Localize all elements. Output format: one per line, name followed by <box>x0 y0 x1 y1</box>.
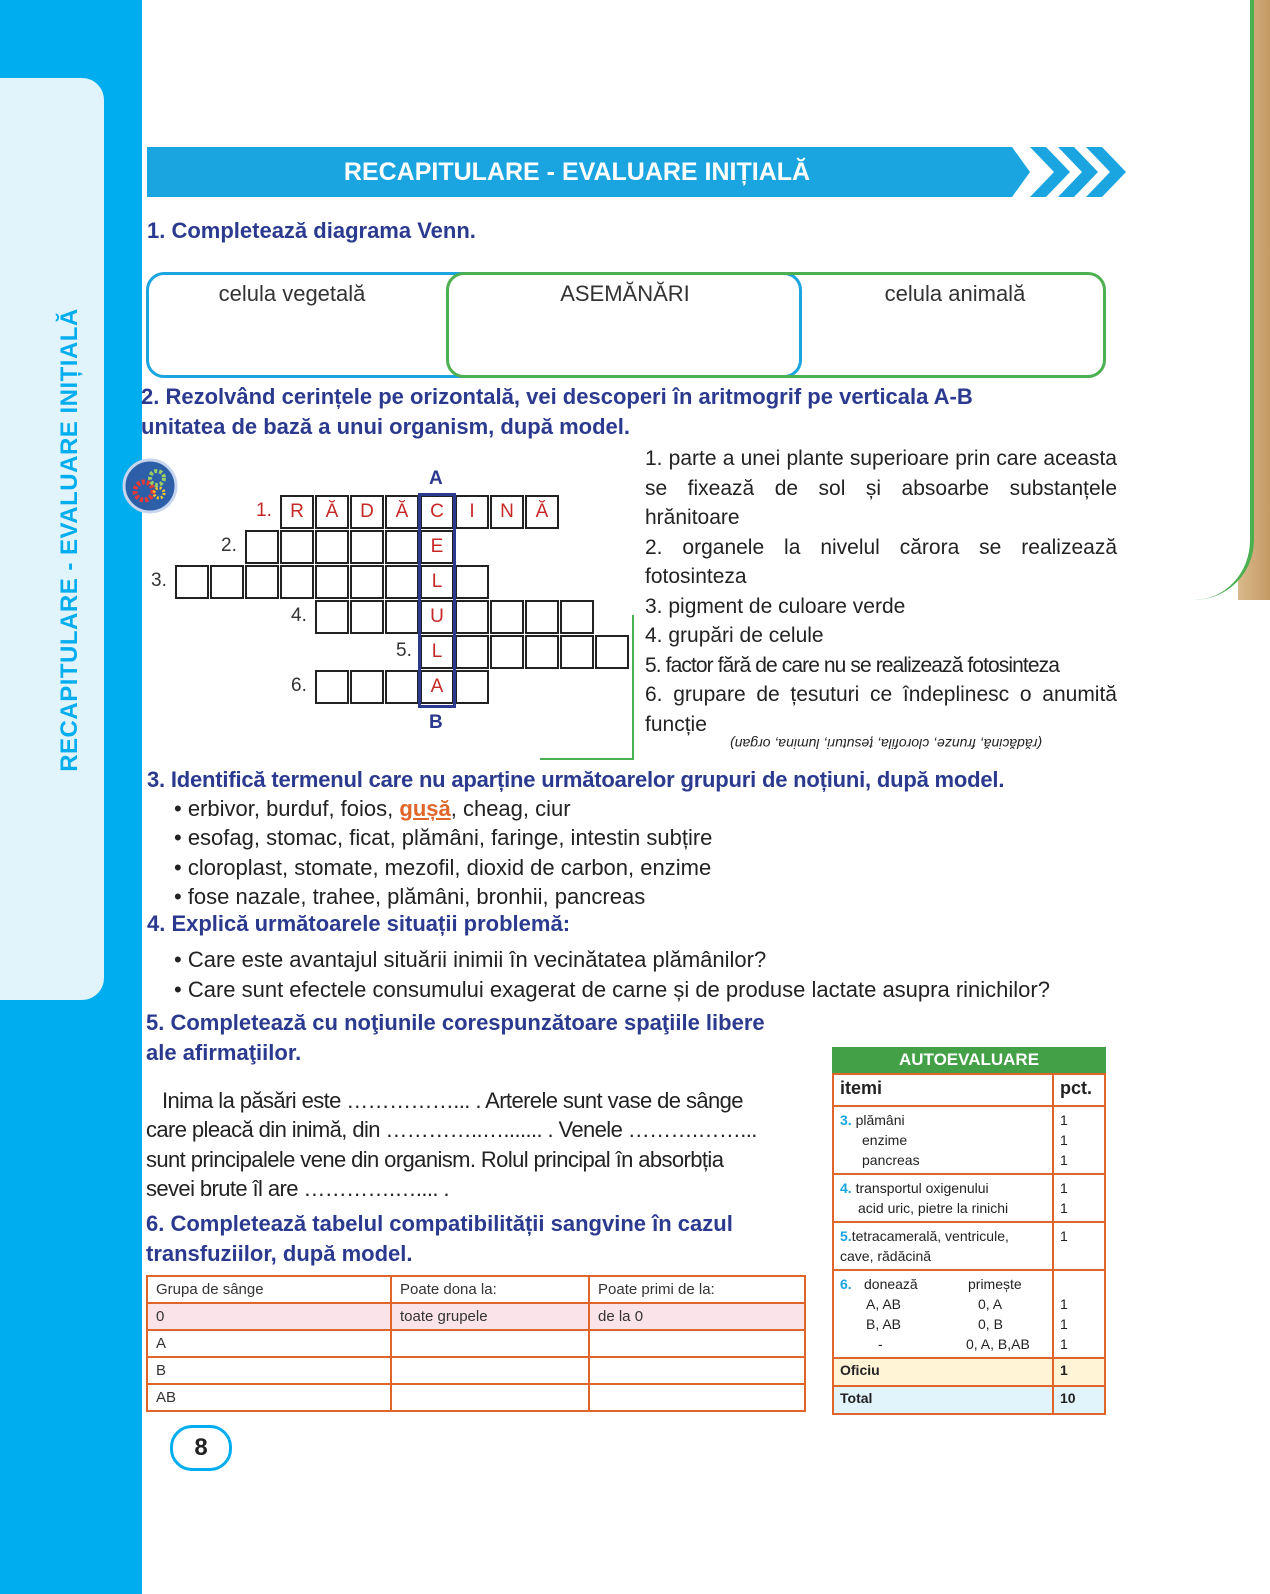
crossword-cell[interactable] <box>490 600 524 634</box>
table-cell[interactable] <box>589 1330 805 1357</box>
crossword-cell[interactable]: E <box>420 530 454 564</box>
table-cell[interactable] <box>391 1357 589 1384</box>
clue-3: 3. pigment de culoare verde <box>645 594 906 618</box>
answer: tetracamerală, ventricule, <box>851 1228 1009 1244</box>
crossword-cell[interactable] <box>210 565 244 599</box>
table-cell: Total <box>833 1386 1053 1414</box>
clue-6: 6. grupare de țesuturi ce îndeplinesc o anumită funcție <box>645 683 1117 736</box>
answer: B, AB <box>866 1316 902 1332</box>
table-cell: 0 <box>147 1303 391 1330</box>
table-header: Poate primi de la: <box>589 1276 805 1303</box>
crossword-row-number: 6. <box>291 675 307 696</box>
crossword-cell[interactable] <box>280 565 314 599</box>
upside-down-hint: (rădăcină, frunze, clorofila, țesuturi, lumina, organ) <box>730 736 1043 752</box>
blood-compatibility-table <box>146 1275 806 1412</box>
item-number: 3. <box>840 1112 852 1128</box>
right-edge-curve <box>1180 0 1254 600</box>
crossword-cell[interactable] <box>385 600 419 634</box>
table-cell <box>1053 1106 1105 1174</box>
crossword-cell[interactable] <box>525 600 559 634</box>
crossword-cell[interactable] <box>315 670 349 704</box>
column-label-a: A <box>429 468 443 489</box>
table-row <box>833 1222 1105 1270</box>
q3-item-3: • cloroplast, stomate, mezofil, dioxid de carbon, enzime <box>174 855 712 880</box>
crossword-cell[interactable]: A <box>420 670 454 704</box>
crossword-cell[interactable] <box>350 670 384 704</box>
table-row <box>833 1386 1105 1414</box>
crossword-cell[interactable] <box>455 635 489 669</box>
crossword-cell[interactable]: N <box>490 495 524 529</box>
table-cell[interactable] <box>391 1330 589 1357</box>
table-header-row <box>833 1074 1105 1106</box>
q3-item-2: • esofag, stomac, ficat, plămâni, faringe, intestin subțire <box>174 825 713 850</box>
crossword-row-number: 3. <box>151 570 167 591</box>
table-cell[interactable] <box>589 1357 805 1384</box>
table-cell: 1 <box>1053 1358 1105 1386</box>
crossword-cell[interactable] <box>560 635 594 669</box>
crossword-cell[interactable]: R <box>280 495 314 529</box>
gears-icon <box>122 458 178 514</box>
answer: - <box>878 1336 883 1352</box>
crossword-cell[interactable] <box>490 635 524 669</box>
table-header: Poate dona la: <box>391 1276 589 1303</box>
q3-item-1 <box>174 796 571 822</box>
crossword-cell[interactable] <box>315 565 349 599</box>
q5-text-line1: Inima la păsări este ……………... . Arterele sunt vase de sânge <box>162 1088 743 1113</box>
crossword-row-number: 1. <box>256 500 272 521</box>
table-row <box>833 1358 1105 1386</box>
crossword-cell[interactable] <box>455 565 489 599</box>
table-row <box>147 1384 805 1411</box>
clue-5: 5. factor fără de care nu se realizează fotosinteza <box>645 653 1060 677</box>
answer: pancreas <box>862 1152 920 1168</box>
answer: 0, B <box>978 1316 1003 1332</box>
table-header: Grupa de sânge <box>147 1276 391 1303</box>
table-row <box>833 1270 1105 1358</box>
table-row <box>833 1174 1105 1222</box>
q1-title: 1. Completează diagrama Venn. <box>147 218 476 243</box>
points: 1 <box>1060 1316 1068 1332</box>
table-cell: AB <box>147 1384 391 1411</box>
crossword-cell[interactable] <box>350 530 384 564</box>
table-cell <box>1053 1174 1105 1222</box>
table-cell <box>833 1222 1053 1270</box>
table-cell <box>833 1174 1053 1222</box>
table-header: pct. <box>1053 1074 1105 1106</box>
points: 1 <box>1060 1132 1068 1148</box>
q3-title: 3. Identifică termenul care nu aparține următoarelor grupuri de noțiuni, după model. <box>147 767 1005 792</box>
column-donates: donează <box>864 1276 918 1292</box>
table-cell: toate grupele <box>391 1303 589 1330</box>
table-cell <box>833 1270 1053 1358</box>
table-row <box>147 1357 805 1384</box>
divider-vertical <box>632 615 634 760</box>
crossword-cell[interactable] <box>455 600 489 634</box>
crossword-cell[interactable]: Ă <box>315 495 349 529</box>
table-cell <box>833 1106 1053 1174</box>
table-cell: 1 <box>1053 1222 1105 1270</box>
clue-1: 1. parte a unei plante superioare prin care aceasta se fixează de sol și absoarbe substanțele hrănitoare <box>645 447 1117 529</box>
q5-title-line2: ale afirmaţiilor. <box>146 1040 302 1065</box>
crossword-cell[interactable] <box>280 530 314 564</box>
table-row <box>833 1106 1105 1174</box>
crossword-row-number: 5. <box>396 640 412 661</box>
answer: 0, A <box>978 1296 1003 1312</box>
crossword-cell[interactable]: L <box>420 565 454 599</box>
points: 1 <box>1060 1296 1068 1312</box>
crossword-cell[interactable]: C <box>420 495 454 529</box>
crossword-cell[interactable] <box>455 670 489 704</box>
sidebar-vertical-title: RECAPITULARE - EVALUARE INIȚIALĂ <box>56 308 83 772</box>
clue-4: 4. grupări de celule <box>645 624 824 647</box>
column-label-b: B <box>429 712 443 733</box>
q3-model-answer: gușă <box>399 796 451 821</box>
answer: plămâni <box>855 1112 905 1128</box>
table-cell: A <box>147 1330 391 1357</box>
answer: transportul oxigenului <box>855 1180 989 1196</box>
item-number: 5. <box>840 1228 852 1244</box>
crossword-highlight-column <box>418 493 456 708</box>
q2-title-line1: 2. Rezolvând cerințele pe orizontală, vei descoperi în aritmogrif pe verticala A-B <box>141 384 973 409</box>
answer: 0, A, B,AB <box>966 1336 1030 1352</box>
answer: A, AB <box>866 1296 902 1312</box>
answer: cave, rădăcină <box>840 1248 932 1264</box>
table-row <box>147 1330 805 1357</box>
item-number: 4. <box>840 1180 852 1196</box>
self-assessment-table <box>832 1073 1106 1415</box>
self-assessment-title: AUTOEVALUARE <box>832 1047 1106 1073</box>
points: 1 <box>1060 1180 1068 1196</box>
answer: acid uric, pietre la rinichi <box>858 1200 1009 1216</box>
crossword-cell[interactable]: Ă <box>385 495 419 529</box>
crossword-cell[interactable] <box>245 565 279 599</box>
q5-title-line1: 5. Completează cu noţiunile corespunzătoare spaţiile libere <box>146 1010 765 1035</box>
q5-text-line2: care pleacă din inimă, din …………..…....... . Venele ……….……... <box>146 1117 757 1142</box>
crossword-row-number: 4. <box>291 605 307 626</box>
q6-title-line2: transfuziilor, după model. <box>146 1241 413 1266</box>
crossword-cell[interactable]: L <box>420 635 454 669</box>
crossword-cell[interactable] <box>560 600 594 634</box>
item-number: 6. <box>840 1276 852 1292</box>
points: 1 <box>1060 1112 1068 1128</box>
crossword-cell[interactable] <box>350 565 384 599</box>
crossword-cell[interactable] <box>385 530 419 564</box>
q5-text-line3: sunt principalele vene din organism. Rolul principal în absorbția <box>146 1147 724 1172</box>
crossword-cell[interactable] <box>595 635 629 669</box>
venn-label-plant-cell: celula vegetală <box>218 281 366 306</box>
q4-item-1: • Care este avantajul situării inimii în vecinătatea plămânilor? <box>174 947 767 972</box>
clue-2: 2. organele la nivelul cărora se realizează fotosinteza <box>645 535 1117 588</box>
q4-item-2: • Care sunt efectele consumului exagerat de carne și de produse lactate asupra rinichilor? <box>174 977 1050 1002</box>
venn-label-similarities: ASEMĂNĂRI <box>560 281 690 306</box>
table-cell <box>1053 1270 1105 1358</box>
venn-label-animal-cell: celula animală <box>884 281 1026 306</box>
answer: enzime <box>862 1132 908 1148</box>
crossword-cell[interactable] <box>315 530 349 564</box>
q5-text-line4: sevei brute îl are ………….….... . <box>146 1176 449 1201</box>
crossword-cell[interactable] <box>385 565 419 599</box>
points: 1 <box>1060 1152 1068 1168</box>
table-cell[interactable] <box>589 1384 805 1411</box>
page-title: RECAPITULARE - EVALUARE INIȚIALĂ <box>343 158 811 186</box>
table-cell: Oficiu <box>833 1358 1053 1386</box>
table-cell[interactable] <box>391 1384 589 1411</box>
points: 1 <box>1060 1200 1068 1216</box>
q3-item-4: • fose nazale, trahee, plămâni, bronhii, pancreas <box>174 884 646 909</box>
page-number: 8 <box>170 1425 232 1471</box>
table-cell: de la 0 <box>589 1303 805 1330</box>
chevron-icon <box>1030 147 1070 197</box>
table-row <box>147 1303 805 1330</box>
divider-horizontal <box>540 758 634 760</box>
crossword-cell[interactable]: Ă <box>525 495 559 529</box>
crossword-cell[interactable] <box>385 670 419 704</box>
q6-title-line1: 6. Completează tabelul compatibilității sangvine în cazul <box>146 1211 733 1236</box>
crossword-row-number: 2. <box>221 535 237 556</box>
sidebar-panel <box>0 78 104 1000</box>
crossword-cell[interactable] <box>175 565 209 599</box>
crossword-cell[interactable] <box>245 530 279 564</box>
column-receives: primește <box>968 1276 1022 1292</box>
crossword-cell[interactable] <box>315 600 349 634</box>
crossword-cell[interactable]: U <box>420 600 454 634</box>
q4-title: 4. Explică următoarele situații problemă: <box>147 911 571 936</box>
table-header-row <box>147 1276 805 1303</box>
crossword-cell[interactable]: D <box>350 495 384 529</box>
points: 1 <box>1060 1336 1068 1352</box>
crossword-cell[interactable]: I <box>455 495 489 529</box>
crossword-cell[interactable] <box>525 635 559 669</box>
q2-title-line2: unitatea de bază a unui organism, după model. <box>141 414 630 439</box>
crossword-cell[interactable] <box>350 600 384 634</box>
table-cell: B <box>147 1357 391 1384</box>
table-header: itemi <box>833 1074 1053 1106</box>
table-cell: 10 <box>1053 1386 1105 1414</box>
q3-item-1-start: • erbivor, burduf, foios, <box>174 796 400 821</box>
q3-item-1-end: , cheag, ciur <box>450 796 571 821</box>
